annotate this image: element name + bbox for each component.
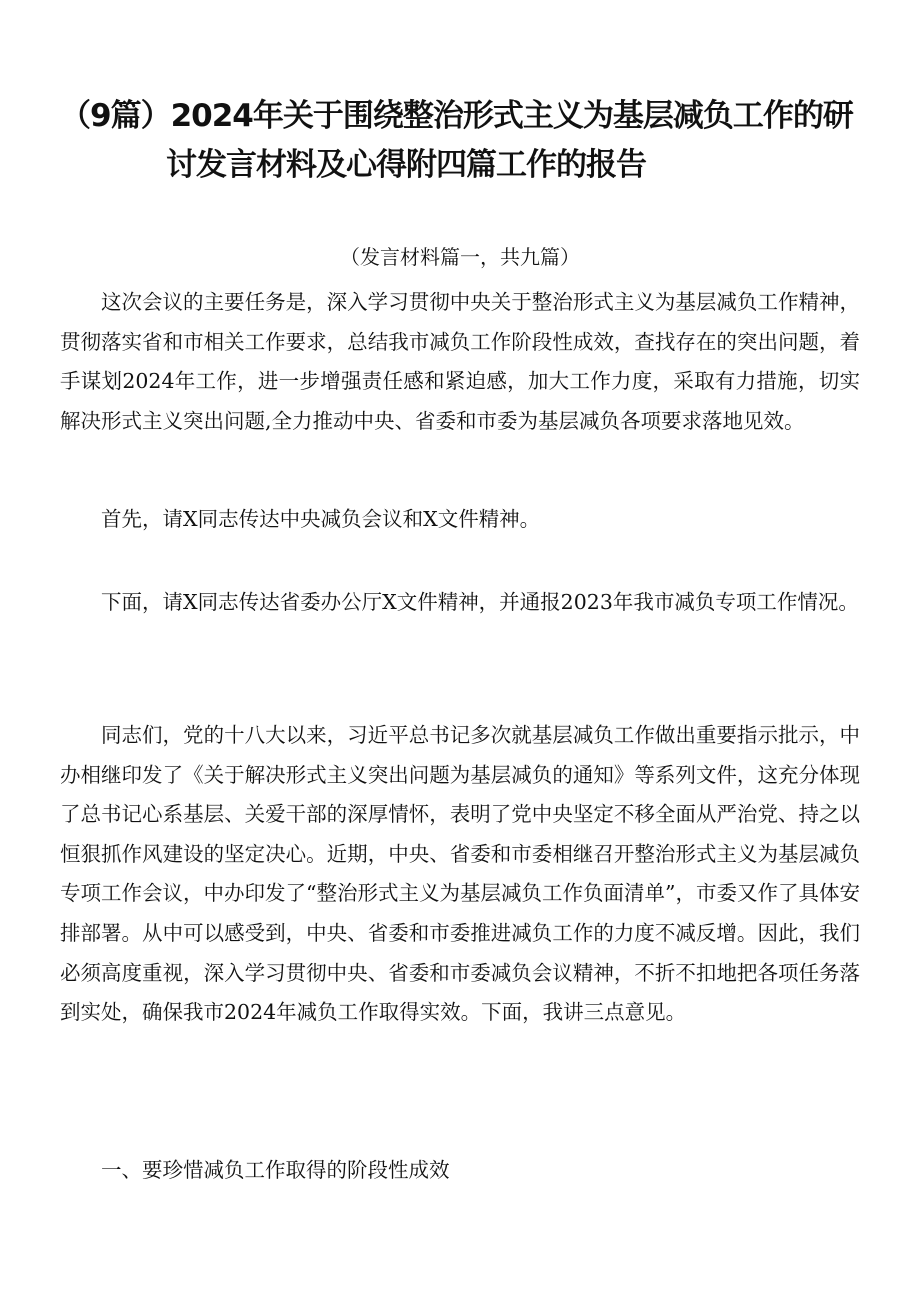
section-heading-1: 一、要珍惜减负工作取得的阶段性成效: [101, 1158, 450, 1182]
body-paragraph-3: 下面，请X同志传达省委办公厅X文件精神，并通报2023年我市减负专项工作情况。: [101, 590, 859, 614]
body-paragraph-4: 同志们，党的十八大以来，习近平总书记多次就基层减负工作做出重要指示批示，中办相继印发了《关于解决形式主义突出问题为基层减负的通知》等系列文件，这充分体现了总书记心系基层、关爱干部的深厚情怀，表明了党中央坚定不移全面从严治党、持之以恒狠抓作风建设的坚定决心。近期，中央、省委和市委相继召开整治形式主义为基层减负专项工作会议，中办印发了“整治形式主义为基层减负工作负面清单”，市委又作了具体安排部署。从中可以感受到，中央、省委和市委推进减负工作的力度不减反增。因此，我们必须高度重视，深入学习贯彻中央、省委和市委减负会议精神，不折不扣地把各项任务落到实处，确保我市2024年减负工作取得实效。下面，我讲三点意见。: [60, 723, 860, 1025]
document-title: [60, 92, 860, 190]
title-line-2: 讨发言材料及心得附四篇工作的报告: [166, 147, 646, 183]
document-subtitle: （发言材料篇一，共九篇）: [340, 245, 580, 269]
body-paragraph-1: 这次会议的主要任务是，深入学习贯彻中央关于整治形式主义为基层减负工作精神，贯彻落实省和市相关工作要求，总结我市减负工作阶段性成效，查找存在的突出问题，着手谋划2024年工作，进一步增强责任感和紧迫感，加大工作力度，采取有力措施，切实解决形式主义突出问题,全力推动中央、省委和市委为基层减负各项要求落地见效。: [60, 290, 860, 433]
title-line-1: （9篇）2024年关于围绕整治形式主义为基层减负工作的研: [60, 98, 853, 134]
body-paragraph-2: 首先，请X同志传达中央减负会议和X文件精神。: [101, 507, 541, 531]
